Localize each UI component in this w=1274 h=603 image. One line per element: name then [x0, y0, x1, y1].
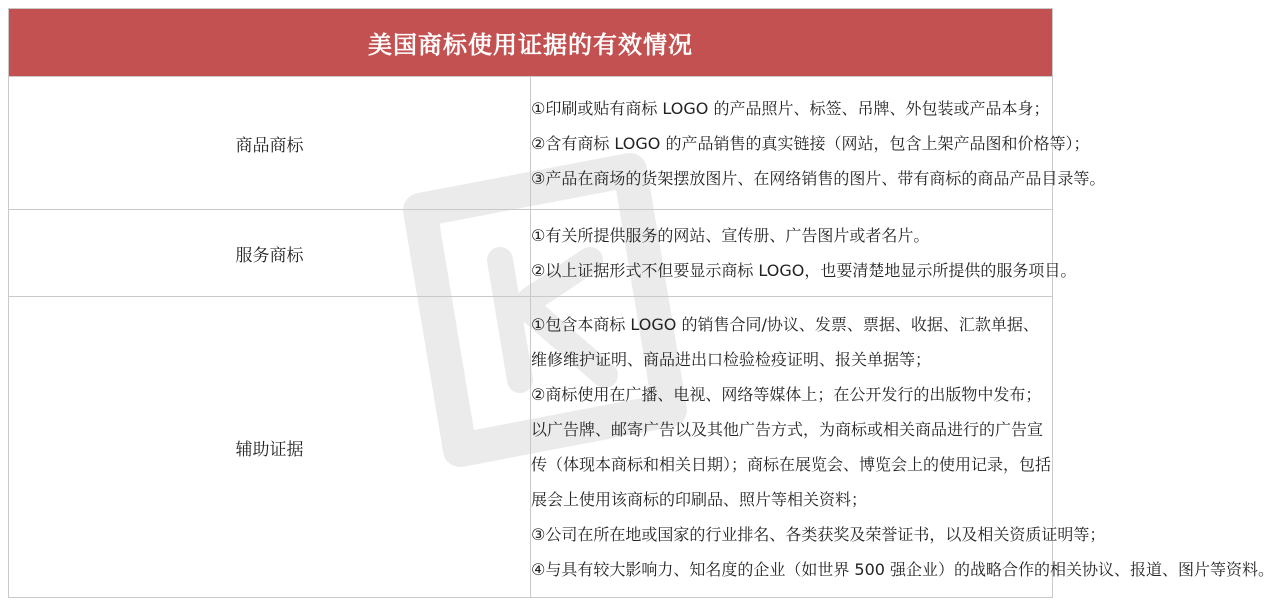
- evidence-item: ②含有商标 LOGO 的产品销售的真实链接（网站，包含上架产品图和价格等）；: [531, 133, 1090, 153]
- evidence-item: ②商标使用在广播、电视、网络等媒体上；在公开发行的出版物中发布；以广告牌、邮寄广告以及其他广告方式，为商标或相关商品进行的广告宣传（体现本商标和相关日期）；商标在展览会、博览会上的使用记录，包括展会上使用该商标的印刷品、照片等相关资料；: [531, 385, 1052, 509]
- category-label: 辅助证据: [9, 297, 531, 598]
- category-label: 商品商标: [9, 77, 531, 210]
- table-title: 美国商标使用证据的有效情况: [9, 9, 1053, 77]
- table-header-row: [9, 9, 1053, 77]
- evidence-item: ①有关所提供服务的网站、宣传册、广告图片或者名片。: [531, 226, 930, 245]
- evidence-item: ③公司在所在地或国家的行业排名、各类获奖及荣誉证书，以及相关资质证明等；: [531, 525, 1106, 544]
- table-row-service-trademark: [9, 210, 1053, 297]
- evidence-content: [531, 297, 1274, 598]
- evidence-item: ③产品在商场的货架摆放图片、在网络销售的图片、带有商标的商品产品目录等。: [531, 168, 1106, 188]
- table-row-goods-trademark: [9, 77, 1053, 210]
- table-row-auxiliary-evidence: [9, 297, 1053, 598]
- evidence-table: [8, 8, 1274, 598]
- category-label: 服务商标: [9, 210, 531, 297]
- evidence-item: ④与具有较大影响力、知名度的企业（如世界 500 强企业）的战略合作的相关协议、报道、图片等资料。: [531, 560, 1274, 579]
- evidence-item: ①包含本商标 LOGO 的销售合同/协议、发票、票据、收据、汇款单据、维修维护证明、商品进出口检验检疫证明、报关单据等；: [531, 315, 1039, 369]
- evidence-item: ①印刷或贴有商标 LOGO 的产品照片、标签、吊牌、外包装或产品本身；: [531, 98, 1050, 118]
- evidence-content: [531, 77, 1106, 210]
- evidence-item: ②以上证据形式不但要显示商标 LOGO，也要清楚地显示所提供的服务项目。: [531, 261, 1077, 280]
- evidence-content: [531, 210, 1077, 297]
